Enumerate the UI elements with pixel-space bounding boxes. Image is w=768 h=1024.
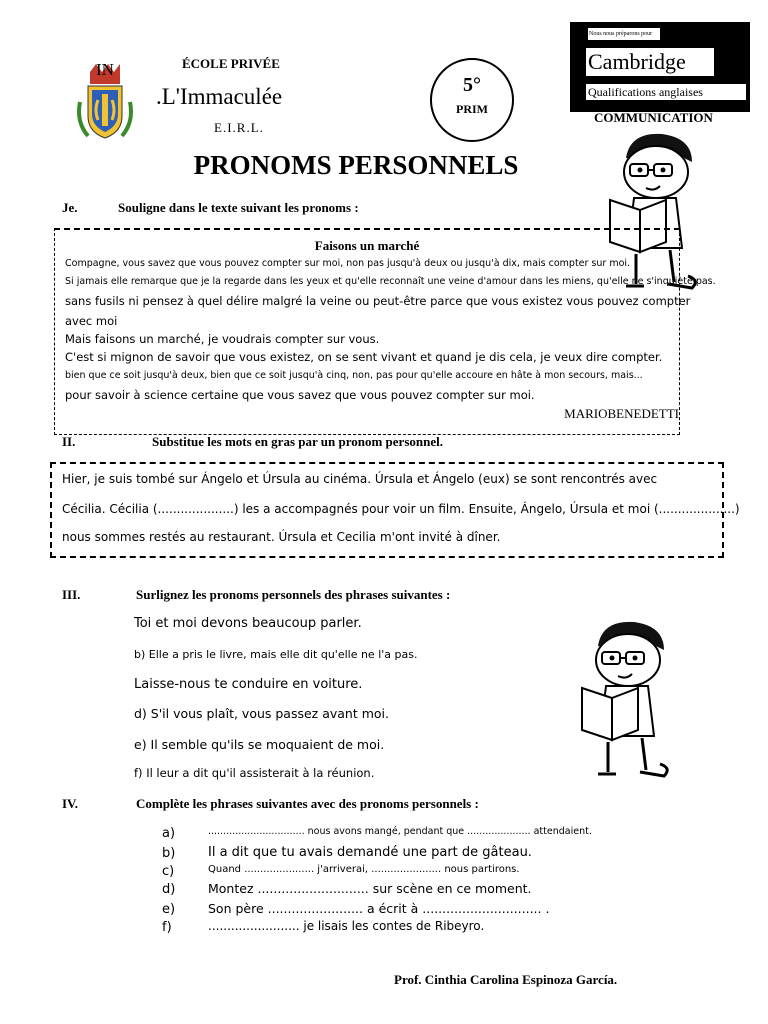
section-1-instruction: Souligne dans le texte suivant les pronoms : [118, 200, 359, 215]
sentence-item: d) S'il vous plaît, vous passez avant moi. [134, 706, 389, 721]
sentence-item: e) Il semble qu'ils se moquaient de moi. [134, 737, 385, 752]
school-name: .L'Immaculée [156, 84, 283, 109]
item-letter: c) [162, 864, 175, 879]
grade-label: PRIM [456, 102, 488, 116]
cambridge-word: Cambridge [586, 48, 714, 76]
poem-line: C'est si mignon de savoir que vous existez, on se sent vivant et quand je dis cela, je veux dire compter. [65, 350, 663, 364]
school-type: ÉCOLE PRIVÉE [182, 56, 280, 71]
sentence-item: b) Elle a pris le livre, mais elle dit qu'elle ne l'a pas. [134, 648, 418, 661]
school-legal-form: E.I.R.L. [214, 120, 264, 135]
poem-author: MARIOBENEDETTI [564, 406, 679, 421]
boy-reading-illustration [568, 616, 692, 786]
grade-badge [430, 58, 514, 142]
page-title: PRONOMS PERSONNELS [193, 150, 519, 180]
poem-line: avec moi [65, 314, 118, 328]
fill-in-sentence: Montez ............................ sur scène en ce moment. [208, 881, 532, 896]
sentence-item: Toi et moi devons beaucoup parler. [134, 616, 362, 631]
cambridge-banner [570, 22, 750, 112]
poem-line: Compagne, vous savez que vous pouvez compter sur moi, non pas jusqu'à deux ou jusqu'à dix, mais compter sur moi. [65, 258, 631, 269]
item-letter: d) [162, 882, 176, 897]
poem-line: bien que ce soit jusqu'à deux, bien que ce soit jusqu'à cinq, non, pas pour qu'elle accoure en hâte à mon secours, mais... [65, 370, 643, 381]
grade-number: 5° [463, 74, 481, 96]
poem-box [54, 228, 716, 435]
sentence-item: Laisse-nous te conduire en voiture. [134, 677, 363, 692]
cambridge-tagline: Nous nous préparons pour [588, 28, 660, 40]
fill-in-sentence: Il a dit que tu avais demandé une part de gâteau. [208, 845, 532, 860]
poem-line: pour savoir à science certaine que vous savez que vous pouvez compter sur moi. [65, 388, 535, 402]
item-letter: f) [162, 920, 172, 935]
poem-title: Faisons un marché [314, 238, 420, 253]
subject-label: COMMUNICATION [594, 110, 713, 125]
substitution-line: Cécilia. Cécilia (....................) les a accompagnés pour voir un film. Ensuite, Ángelo, Úrsula et moi (....................) [62, 502, 740, 516]
section-1-number: Je. [62, 200, 78, 215]
section-3-number: III. [62, 587, 81, 602]
item-letter: e) [162, 902, 176, 917]
fill-in-sentence: ................................ nous avons mangé, pendant que ..................... attendaient. [208, 826, 592, 837]
fill-in-sentence: Quand ...................... j'arriverai, ...................... nous partirons. [208, 864, 520, 875]
teacher-signature: Prof. Cinthia Carolina Espinoza García. [394, 972, 618, 987]
poem-line: Mais faisons un marché, je voudrais compter sur vous. [65, 332, 380, 346]
substitution-box [50, 462, 740, 558]
item-letter: b) [162, 846, 176, 861]
section-2-instruction: Substitue les mots en gras par un pronom personnel. [152, 434, 443, 449]
poem-line: sans fusils ni pensez à quel délire malgré la veine ou peut-être parce que vous existez vous pouvez compter [65, 294, 691, 308]
section-4-number: IV. [62, 796, 79, 811]
poem-line: Si jamais elle remarque que je la regarde dans les yeux et qu'elle reconnaît une veine d'amour dans les miens, qu'elle ne s'inquiète pas. [65, 276, 716, 287]
substitution-line: Hier, je suis tombé sur Ángelo et Úrsula au cinéma. Úrsula et Ángelo (eux) se sont rencontrés avec [62, 472, 658, 486]
cambridge-subtitle: Qualifications anglaises [586, 84, 746, 100]
logo-letters: IN [96, 60, 114, 79]
substitution-line: nous sommes restés au restaurant. Úrsula et Cecilia m'ont invité à dîner. [62, 530, 501, 544]
section-3-instruction: Surlignez les pronoms personnels des phrases suivantes : [136, 587, 451, 602]
fill-in-sentence: Son père ........................ a écrit à .............................. . [208, 901, 550, 916]
section-2-number: II. [62, 434, 76, 449]
item-letter: a) [162, 826, 176, 841]
section-4-instruction: Complète les phrases suivantes avec des pronoms personnels : [136, 796, 479, 811]
sentence-item: f) Il leur a dit qu'il assisterait à la réunion. [134, 766, 375, 780]
fill-in-sentence: ........................ je lisais les contes de Ribeyro. [208, 919, 485, 933]
